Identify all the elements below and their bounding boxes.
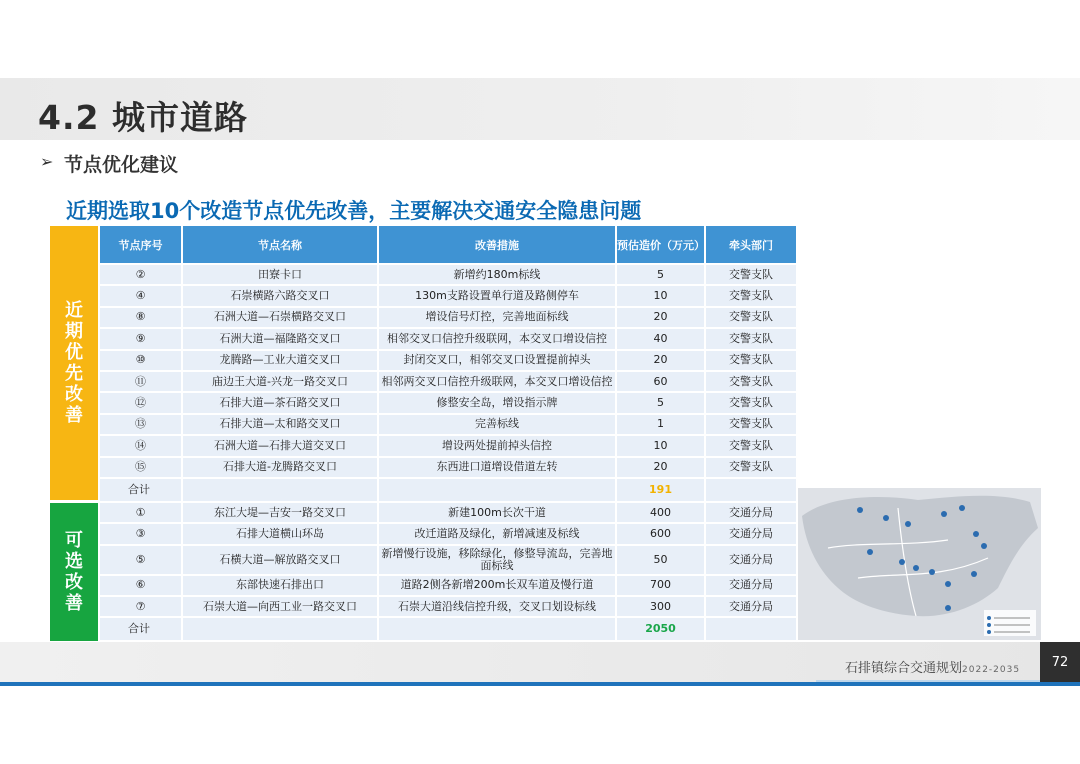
cell-cost: 700 — [617, 576, 706, 597]
optional-label: 可选改善 — [65, 530, 83, 614]
headline: 近期选取10个改造节点优先改善，主要解决交通安全隐患问题 — [66, 199, 642, 223]
cell-name: 石排大道横山环岛 — [183, 524, 379, 545]
cell-cost: 600 — [617, 524, 706, 545]
cell-name: 东部快速石排出口 — [183, 576, 379, 597]
cell-no: ⑧ — [100, 308, 183, 329]
table-row — [100, 546, 798, 576]
cell-name: 石排大道-龙腾路交叉口 — [183, 458, 379, 479]
cell-empty — [706, 618, 798, 642]
cell-measure: 相邻交叉口信控升级联网，本交叉口增设信控 — [379, 329, 617, 350]
cell-cost: 5 — [617, 393, 706, 414]
cell-measure: 新增约180m标线 — [379, 265, 617, 286]
table-header-row — [100, 226, 798, 265]
cell-cost: 300 — [617, 597, 706, 618]
table-row — [100, 351, 798, 372]
section-label: 节点优化建议 — [64, 154, 179, 176]
table-row — [100, 393, 798, 414]
node-location-map — [798, 488, 1041, 640]
optional-total-cost: 2050 — [617, 618, 706, 642]
cell-dept: 交警支队 — [706, 415, 798, 436]
cell-measure: 改迁道路及绿化，新增减速及标线 — [379, 524, 617, 545]
cell-name: 石横大道—解放路交叉口 — [183, 546, 379, 576]
table-row — [100, 415, 798, 436]
cell-dept: 交警支队 — [706, 329, 798, 350]
cell-no: ⑪ — [100, 372, 183, 393]
table-row — [100, 329, 798, 350]
cell-measure: 130m支路设置单行道及路侧停车 — [379, 286, 617, 307]
cell-cost: 20 — [617, 308, 706, 329]
page-title: 4.2 城市道路 — [38, 98, 248, 137]
cell-no: ⑮ — [100, 458, 183, 479]
table-row — [100, 524, 798, 545]
cell-cost: 20 — [617, 458, 706, 479]
cell-no: ① — [100, 503, 183, 524]
cell-empty — [706, 479, 798, 503]
cell-cost: 400 — [617, 503, 706, 524]
near-total-label: 合计 — [100, 479, 183, 503]
footer-divider — [0, 682, 1080, 686]
cell-no: ⑨ — [100, 329, 183, 350]
near-total-row — [100, 479, 798, 503]
node-table — [100, 226, 798, 642]
optional-block — [50, 503, 98, 641]
cell-name: 东江大堤—吉安一路交叉口 — [183, 503, 379, 524]
near-total-cost: 191 — [617, 479, 706, 503]
cell-dept: 交警支队 — [706, 265, 798, 286]
cell-name: 庙边王大道-兴龙一路交叉口 — [183, 372, 379, 393]
cell-measure: 增设信号灯控，完善地面标线 — [379, 308, 617, 329]
cell-empty — [379, 618, 617, 642]
optional-total-label: 合计 — [100, 618, 183, 642]
cell-name: 石洲大道—福隆路交叉口 — [183, 329, 379, 350]
cell-no: ⑦ — [100, 597, 183, 618]
cell-no: ⑬ — [100, 415, 183, 436]
cell-no: ⑫ — [100, 393, 183, 414]
cell-cost: 40 — [617, 329, 706, 350]
near-term-block — [50, 226, 98, 500]
table-row — [100, 436, 798, 457]
cell-no: ⑩ — [100, 351, 183, 372]
cell-name: 田寮卡口 — [183, 265, 379, 286]
cell-no: ④ — [100, 286, 183, 307]
cell-empty — [183, 618, 379, 642]
cell-empty — [379, 479, 617, 503]
near-term-label: 近期优先改善 — [65, 300, 83, 426]
cell-cost: 50 — [617, 546, 706, 576]
footer-plan-title — [845, 657, 1020, 676]
cell-dept: 交警支队 — [706, 351, 798, 372]
cell-measure: 封闭交叉口，相邻交叉口设置提前掉头 — [379, 351, 617, 372]
cell-measure: 相邻两交叉口信控升级联网，本交叉口增设信控 — [379, 372, 617, 393]
cell-dept: 交警支队 — [706, 372, 798, 393]
cell-measure: 道路2侧各新增200m长双车道及慢行道 — [379, 576, 617, 597]
cell-measure: 增设两处提前掉头信控 — [379, 436, 617, 457]
header-measure: 改善措施 — [379, 226, 617, 265]
cell-no: ③ — [100, 524, 183, 545]
cell-measure: 修整安全岛，增设指示牌 — [379, 393, 617, 414]
table-row — [100, 372, 798, 393]
cell-cost: 10 — [617, 436, 706, 457]
plan-title-text: 石排镇综合交通规划 — [845, 661, 963, 676]
cell-empty — [183, 479, 379, 503]
cell-measure: 新建100m长次干道 — [379, 503, 617, 524]
cell-cost: 5 — [617, 265, 706, 286]
cell-name: 石排大道—太和路交叉口 — [183, 415, 379, 436]
cell-measure: 石崇大道沿线信控升级，交叉口划设标线 — [379, 597, 617, 618]
cell-name: 龙腾路—工业大道交叉口 — [183, 351, 379, 372]
optional-total-row — [100, 618, 798, 642]
cell-dept: 交警支队 — [706, 286, 798, 307]
cell-name: 石崇大道—向西工业一路交叉口 — [183, 597, 379, 618]
cell-dept: 交通分局 — [706, 546, 798, 576]
cell-dept: 交通分局 — [706, 576, 798, 597]
cell-name: 石洲大道—石排大道交叉口 — [183, 436, 379, 457]
page-number: 72 — [1040, 642, 1080, 682]
cell-no: ⑭ — [100, 436, 183, 457]
cell-measure: 新增慢行设施，移除绿化，修整导流岛，完善地面标线 — [379, 546, 617, 576]
table-row — [100, 286, 798, 307]
table-row — [100, 458, 798, 479]
cell-name: 石洲大道—石崇横路交叉口 — [183, 308, 379, 329]
arrow-bullet-icon: ➢ — [40, 152, 54, 171]
cell-name: 石排大道—茶石路交叉口 — [183, 393, 379, 414]
cell-no: ⑥ — [100, 576, 183, 597]
plan-years: 2022-2035 — [962, 665, 1021, 675]
cell-name: 石崇横路六路交叉口 — [183, 286, 379, 307]
cell-dept: 交通分局 — [706, 524, 798, 545]
cell-no: ② — [100, 265, 183, 286]
header-node-no: 节点序号 — [100, 226, 183, 265]
cell-measure: 东西进口道增设借道左转 — [379, 458, 617, 479]
cell-cost: 10 — [617, 286, 706, 307]
cell-cost: 60 — [617, 372, 706, 393]
cell-dept: 交警支队 — [706, 393, 798, 414]
table-row — [100, 576, 798, 597]
cell-cost: 20 — [617, 351, 706, 372]
table-row — [100, 308, 798, 329]
header-cost: 预估造价（万元） — [617, 226, 706, 265]
cell-no: ⑤ — [100, 546, 183, 576]
table-row — [100, 265, 798, 286]
header-node-name: 节点名称 — [183, 226, 379, 265]
cell-dept: 交警支队 — [706, 308, 798, 329]
cell-dept: 交警支队 — [706, 458, 798, 479]
map-graphic — [798, 488, 1041, 640]
cell-dept: 交通分局 — [706, 597, 798, 618]
cell-cost: 1 — [617, 415, 706, 436]
cell-dept: 交通分局 — [706, 503, 798, 524]
table-row — [100, 597, 798, 618]
header-dept: 牵头部门 — [706, 226, 798, 265]
cell-dept: 交警支队 — [706, 436, 798, 457]
table-row — [100, 503, 798, 524]
cell-measure: 完善标线 — [379, 415, 617, 436]
